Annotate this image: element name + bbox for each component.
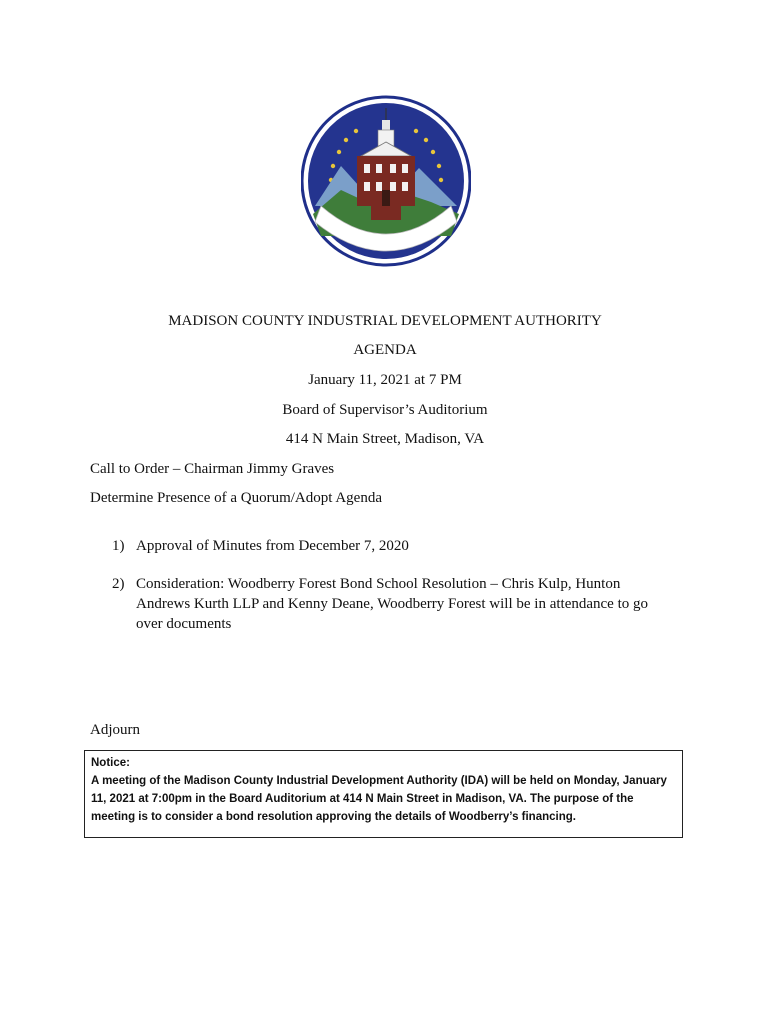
call-to-order: Call to Order – Chairman Jimmy Graves [90, 461, 335, 477]
quorum-line: Determine Presence of a Quorum/Adopt Agenda [90, 490, 382, 506]
meeting-date-time: January 11, 2021 at 7 PM [308, 372, 462, 388]
agenda-item-number: 2) [112, 576, 125, 592]
meeting-venue: Board of Supervisor’s Auditorium [282, 402, 488, 418]
notice-box [84, 750, 683, 838]
notice-body: A meeting of the Madison County Industrial Development Authority (IDA) will be held on Monday, January 11, 2021 at 7:00pm in the Board Auditorium at 414 N Main Street in Madison, VA. The purpose of the meeting is to consider a bond resolution approving the details of Woodberry’s financing. [91, 775, 667, 823]
agenda-item-text: Approval of Minutes from December 7, 2020 [136, 538, 409, 554]
notice-title: Notice: [91, 757, 130, 769]
meeting-address: 414 N Main Street, Madison, VA [285, 431, 485, 447]
doc-type-heading: AGENDA [353, 342, 417, 358]
org-title: MADISON COUNTY INDUSTRIAL DEVELOPMENT AUTHORITY [168, 313, 602, 329]
agenda-item-text: Consideration: Woodberry Forest Bond School Resolution – Chris Kulp, Hunton Andrews Kurth LLP and Kenny Deane, Woodberry Forest will be in attendance to go over documents [136, 576, 648, 632]
county-seal-logo [301, 94, 471, 268]
adjourn-line: Adjourn [90, 722, 140, 738]
agenda-item-number: 1) [112, 538, 125, 554]
